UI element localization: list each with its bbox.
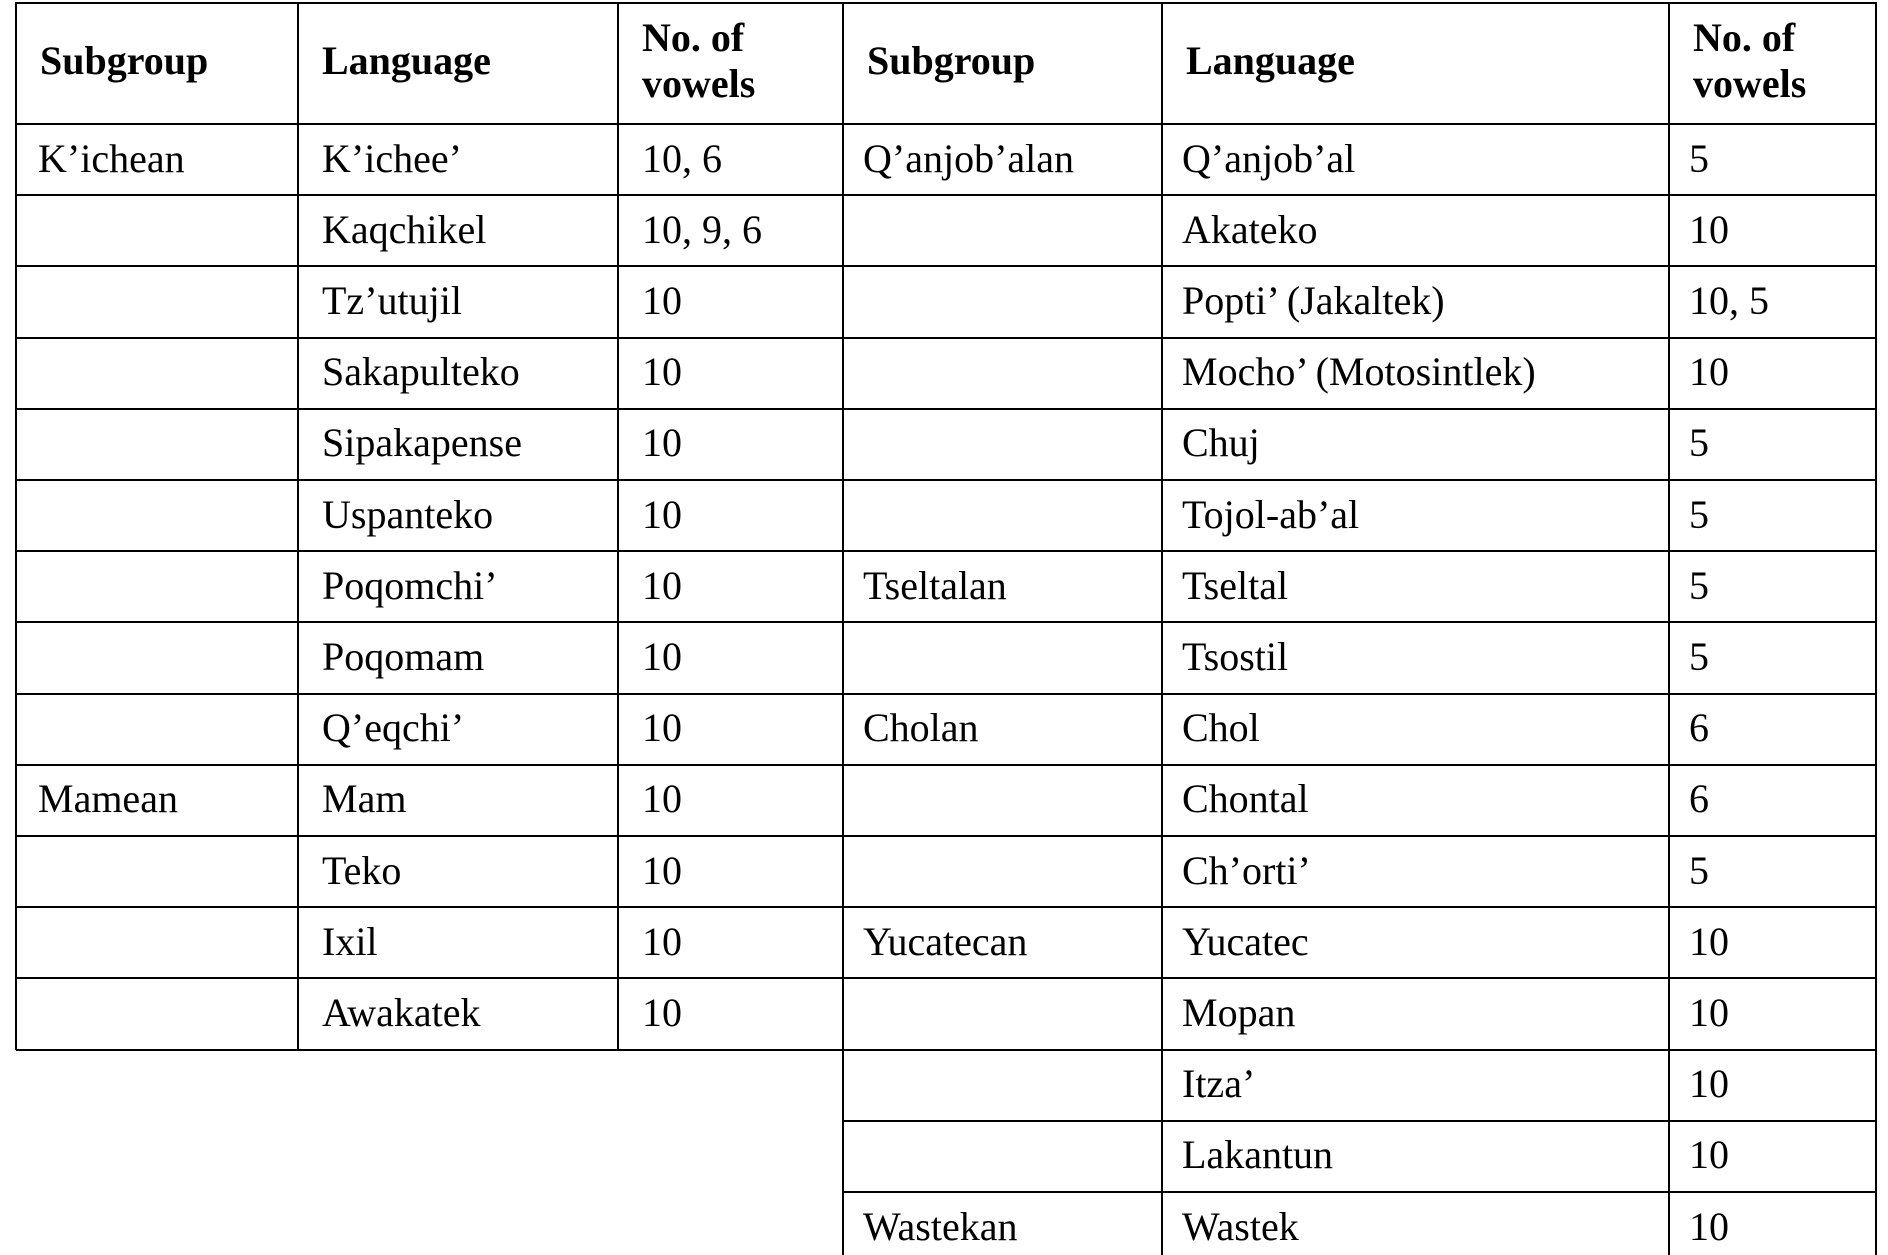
language-cell: Uspanteko	[322, 491, 494, 537]
header-subgroup-left: Subgroup	[40, 38, 209, 83]
vowel-count-cell: 10, 9, 6	[642, 206, 762, 252]
vowel-count-cell: 5	[1689, 491, 1709, 537]
vowel-count-cell: 10	[1689, 990, 1729, 1035]
right-row-border	[843, 194, 1876, 196]
language-cell: Teko	[322, 847, 402, 893]
vowel-count-cell: 10	[642, 990, 682, 1035]
vowel-count-cell: 10	[642, 420, 682, 466]
column-border	[297, 2, 299, 1050]
right-row-border	[843, 693, 1876, 695]
column-border	[617, 2, 619, 1050]
vowel-count-cell: 10	[642, 491, 682, 537]
left-row-border	[16, 265, 843, 267]
left-row-border	[16, 906, 843, 908]
language-cell: Poqomam	[322, 634, 485, 679]
language-cell: Chuj	[1182, 420, 1260, 466]
column-border	[1875, 2, 1877, 1255]
vowel-count-cell: 5	[1689, 562, 1709, 608]
header-language-left: Language	[322, 38, 491, 83]
language-cell: Mocho’ (Motosintlek)	[1182, 349, 1536, 395]
right-row-border	[843, 550, 1876, 552]
vowel-count-cell: 10, 6	[642, 135, 722, 181]
right-row-border	[843, 265, 1876, 267]
language-cell: Kaqchikel	[322, 206, 487, 252]
language-cell: Q’anjob’al	[1182, 135, 1356, 181]
vowel-count-cell: 10	[642, 562, 682, 608]
language-cell: Lakantun	[1182, 1132, 1334, 1178]
vowel-count-cell: 10, 5	[1689, 278, 1769, 323]
vowel-count-cell: 10	[642, 278, 682, 323]
language-cell: Tseltal	[1182, 562, 1289, 608]
language-cell: Awakatek	[322, 990, 481, 1035]
vowel-count-cell: 10	[1689, 206, 1729, 252]
vowel-count-cell: 10	[642, 776, 682, 822]
vowel-count-cell: 10	[642, 847, 682, 893]
subgroup-cell: Yucatecan	[863, 918, 1028, 964]
vowel-count-cell: 5	[1689, 634, 1709, 679]
language-cell: Tojol-ab’al	[1182, 491, 1360, 537]
language-cell: Q’eqchi’	[322, 705, 465, 751]
left-row-border	[16, 194, 843, 196]
right-row-border	[843, 621, 1876, 623]
language-cell: Tz’utujil	[322, 278, 462, 323]
subgroup-cell: K’ichean	[38, 135, 185, 181]
language-cell: Sakapulteko	[322, 349, 520, 395]
header-bottom-border	[16, 123, 1876, 125]
right-row-border	[843, 1191, 1876, 1193]
language-cell: Ixil	[322, 918, 378, 964]
header-vowels-left: No. of vowels	[642, 15, 756, 106]
left-row-border	[16, 621, 843, 623]
vowel-count-cell: 10	[1689, 1203, 1729, 1249]
vowel-count-cell: 6	[1689, 705, 1709, 751]
left-row-border	[16, 337, 843, 339]
right-row-border	[843, 835, 1876, 837]
right-row-border	[843, 977, 1876, 979]
column-border	[1668, 2, 1670, 1255]
left-row-border	[16, 550, 843, 552]
subgroup-cell: Cholan	[863, 705, 979, 751]
header-vowels-right: No. of vowels	[1693, 15, 1807, 106]
language-cell: Chol	[1182, 705, 1260, 751]
left-row-border	[16, 693, 843, 695]
vowel-count-cell: 10	[1689, 918, 1729, 964]
subgroup-cell: Tseltalan	[863, 562, 1007, 608]
language-cell: K’ichee’	[322, 135, 462, 181]
column-border	[1161, 2, 1163, 1255]
subgroup-cell: Q’anjob’alan	[863, 135, 1075, 181]
language-cell: Chontal	[1182, 776, 1309, 822]
header-language-right: Language	[1186, 38, 1355, 83]
vowel-count-cell: 10	[642, 705, 682, 751]
vowel-count-cell: 5	[1689, 420, 1709, 466]
right-row-border	[843, 479, 1876, 481]
right-row-border	[843, 1120, 1876, 1122]
column-border	[842, 2, 844, 1255]
language-cell: Tsostil	[1182, 634, 1289, 679]
vowel-count-cell: 10	[642, 634, 682, 679]
left-row-border	[16, 977, 843, 979]
vowel-count-cell: 5	[1689, 135, 1709, 181]
language-cell: Poqomchi’	[322, 562, 498, 608]
right-row-border	[843, 1049, 1876, 1051]
language-cell: Yucatec	[1182, 918, 1309, 964]
header-subgroup-right: Subgroup	[867, 38, 1036, 83]
vowel-count-cell: 10	[1689, 349, 1729, 395]
right-row-border	[843, 408, 1876, 410]
left-row-border	[16, 408, 843, 410]
language-cell: Wastek	[1182, 1203, 1299, 1249]
vowel-count-cell: 10	[1689, 1061, 1729, 1107]
right-row-border	[843, 764, 1876, 766]
left-row-border	[16, 764, 843, 766]
vowel-count-cell: 10	[642, 349, 682, 395]
left-row-border	[16, 479, 843, 481]
left-row-border	[16, 1049, 843, 1051]
vowel-count-cell: 5	[1689, 847, 1709, 893]
right-row-border	[843, 906, 1876, 908]
vowel-count-cell: 10	[642, 918, 682, 964]
vowel-count-cell: 6	[1689, 776, 1709, 822]
language-cell: Mopan	[1182, 990, 1296, 1035]
vowel-count-cell: 10	[1689, 1132, 1729, 1178]
language-cell: Ch’orti’	[1182, 847, 1311, 893]
language-cell: Popti’ (Jakaltek)	[1182, 278, 1445, 323]
language-cell: Itza’	[1182, 1061, 1256, 1107]
language-cell: Akateko	[1182, 206, 1318, 252]
left-row-border	[16, 835, 843, 837]
right-row-border	[843, 337, 1876, 339]
subgroup-cell: Wastekan	[863, 1203, 1018, 1249]
language-cell: Mam	[322, 776, 407, 822]
column-border	[15, 2, 17, 1050]
subgroup-cell: Mamean	[38, 776, 178, 822]
language-cell: Sipakapense	[322, 420, 522, 466]
